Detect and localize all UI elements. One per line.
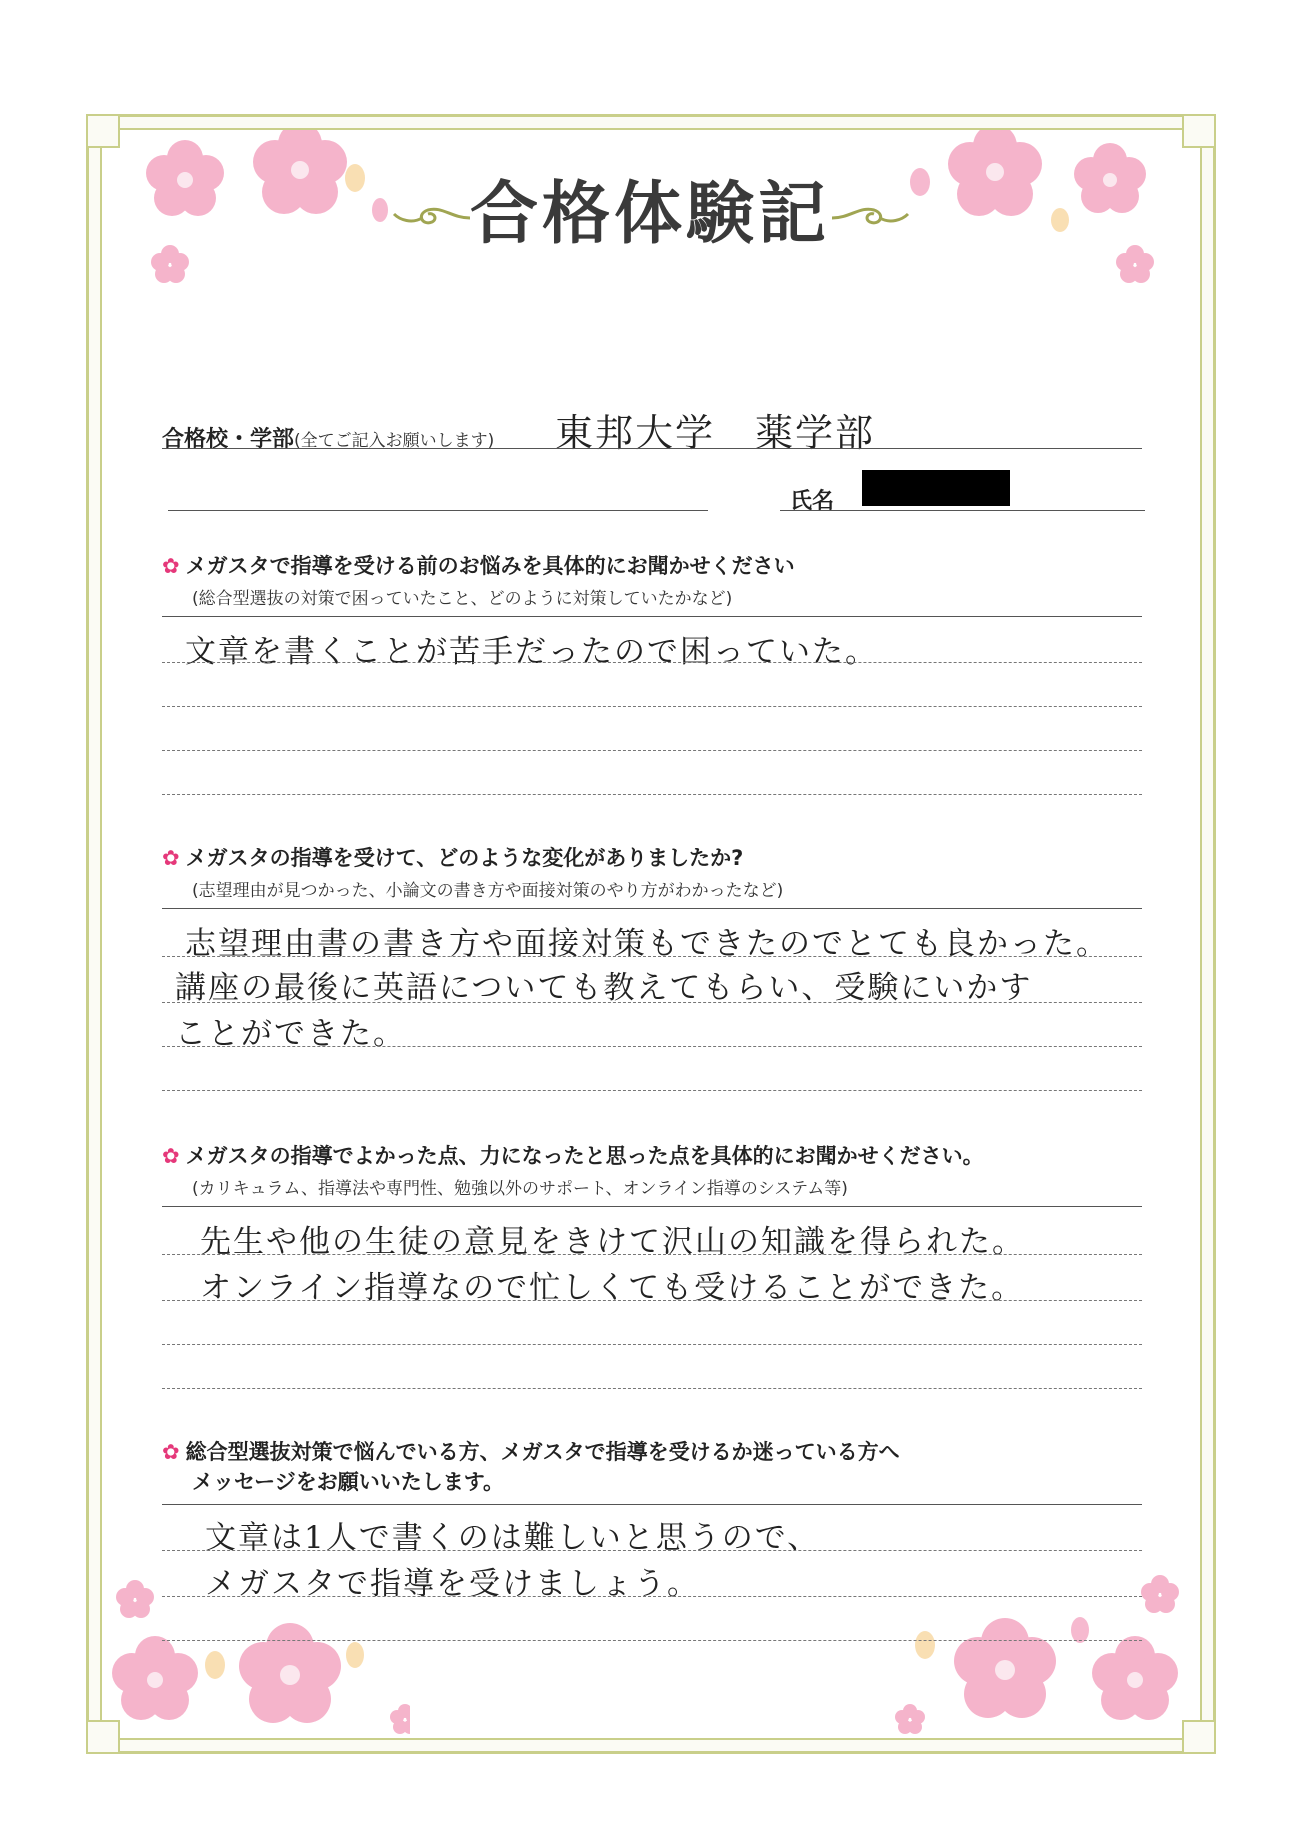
answer-line xyxy=(162,1640,1142,1641)
answer-line xyxy=(162,956,1142,957)
answer-line xyxy=(162,1550,1142,1551)
school-label: 合格校・学部(全てご記入お願いします) xyxy=(162,427,495,452)
page-title: 合格体験記 xyxy=(469,174,830,254)
title-area xyxy=(0,160,1300,257)
question-3: ✿ メガスタの指導でよかった点、力になったと思った点を具体的にお聞かせください。 xyxy=(162,1144,984,1168)
question-4-line-2: メッセージをお願いいたします。 xyxy=(192,1470,505,1494)
sakura-bullet-icon: ✿ xyxy=(162,1440,180,1464)
answer-line xyxy=(162,1090,1142,1091)
sakura-bullet-icon: ✿ xyxy=(162,554,180,578)
answer-1-top-line xyxy=(162,616,1142,617)
redaction-box xyxy=(862,470,1010,506)
swirl-ornament-right xyxy=(830,200,910,230)
question-2: ✿ メガスタの指導を受けて、どのような変化がありましたか? xyxy=(162,846,744,870)
answer-2-line-1: 志望理由書の書き方や面接対策もできたのでとても良かった。 xyxy=(185,926,1109,962)
frame-corner xyxy=(86,114,120,148)
answer-line xyxy=(162,794,1142,795)
answer-4-line-2: メガスタで指導を受けましょう。 xyxy=(205,1566,700,1602)
school-value: 東邦大学 薬学部 xyxy=(555,411,876,455)
question-4: ✿ 総合型選抜対策で悩んでいる方、メガスタで指導を受けるか迷っている方へ xyxy=(162,1440,900,1464)
answer-line xyxy=(162,1300,1142,1301)
answer-line xyxy=(162,750,1142,751)
answer-2-line-3: ことができた。 xyxy=(175,1016,406,1052)
answer-1-line-1: 文章を書くことが苦手だったので困っていた。 xyxy=(185,634,878,670)
answer-line xyxy=(162,1254,1142,1255)
blank-underline xyxy=(168,510,708,511)
question-1: ✿ メガスタで指導を受ける前のお悩みを具体的にお聞かせください xyxy=(162,554,795,578)
answer-line xyxy=(162,1046,1142,1047)
sakura-bullet-icon: ✿ xyxy=(162,1144,180,1168)
name-label: 氏名 xyxy=(790,489,835,514)
school-note: (全てご記入お願いします) xyxy=(294,431,495,451)
question-1-note: (総合型選抜の対策で困っていたこと、どのように対策していたかなど) xyxy=(192,589,733,609)
answer-2-top-line xyxy=(162,908,1142,909)
sakura-bullet-icon: ✿ xyxy=(162,846,180,870)
answer-2-line-2: 講座の最後に英語についても教えてもらい、受験にいかす xyxy=(175,970,1033,1006)
frame-corner xyxy=(1182,114,1216,148)
answer-3-line-1: 先生や他の生徒の意見をきけて沢山の知識を得られた。 xyxy=(200,1224,1025,1260)
answer-line xyxy=(162,1344,1142,1345)
answer-line xyxy=(162,1596,1142,1597)
answer-3-line-2: オンライン指導なので忙しくても受けることができた。 xyxy=(200,1270,1025,1306)
answer-4-line-1: 文章は1人で書くのは難しいと思うので、 xyxy=(205,1520,821,1556)
answer-line xyxy=(162,1002,1142,1003)
school-underline xyxy=(162,448,1142,449)
swirl-ornament-left xyxy=(392,200,472,230)
answer-line xyxy=(162,662,1142,663)
frame-corner xyxy=(1182,1720,1216,1754)
question-2-note: (志望理由が見つかった、小論文の書き方や面接対策のやり方がわかったなど) xyxy=(192,881,784,901)
answer-line xyxy=(162,706,1142,707)
name-underline xyxy=(780,510,1145,511)
answer-4-top-line xyxy=(162,1504,1142,1505)
answer-3-top-line xyxy=(162,1206,1142,1207)
question-3-note: (カリキュラム、指導法や専門性、勉強以外のサポート、オンライン指導のシステム等) xyxy=(192,1179,848,1199)
answer-line xyxy=(162,1388,1142,1389)
